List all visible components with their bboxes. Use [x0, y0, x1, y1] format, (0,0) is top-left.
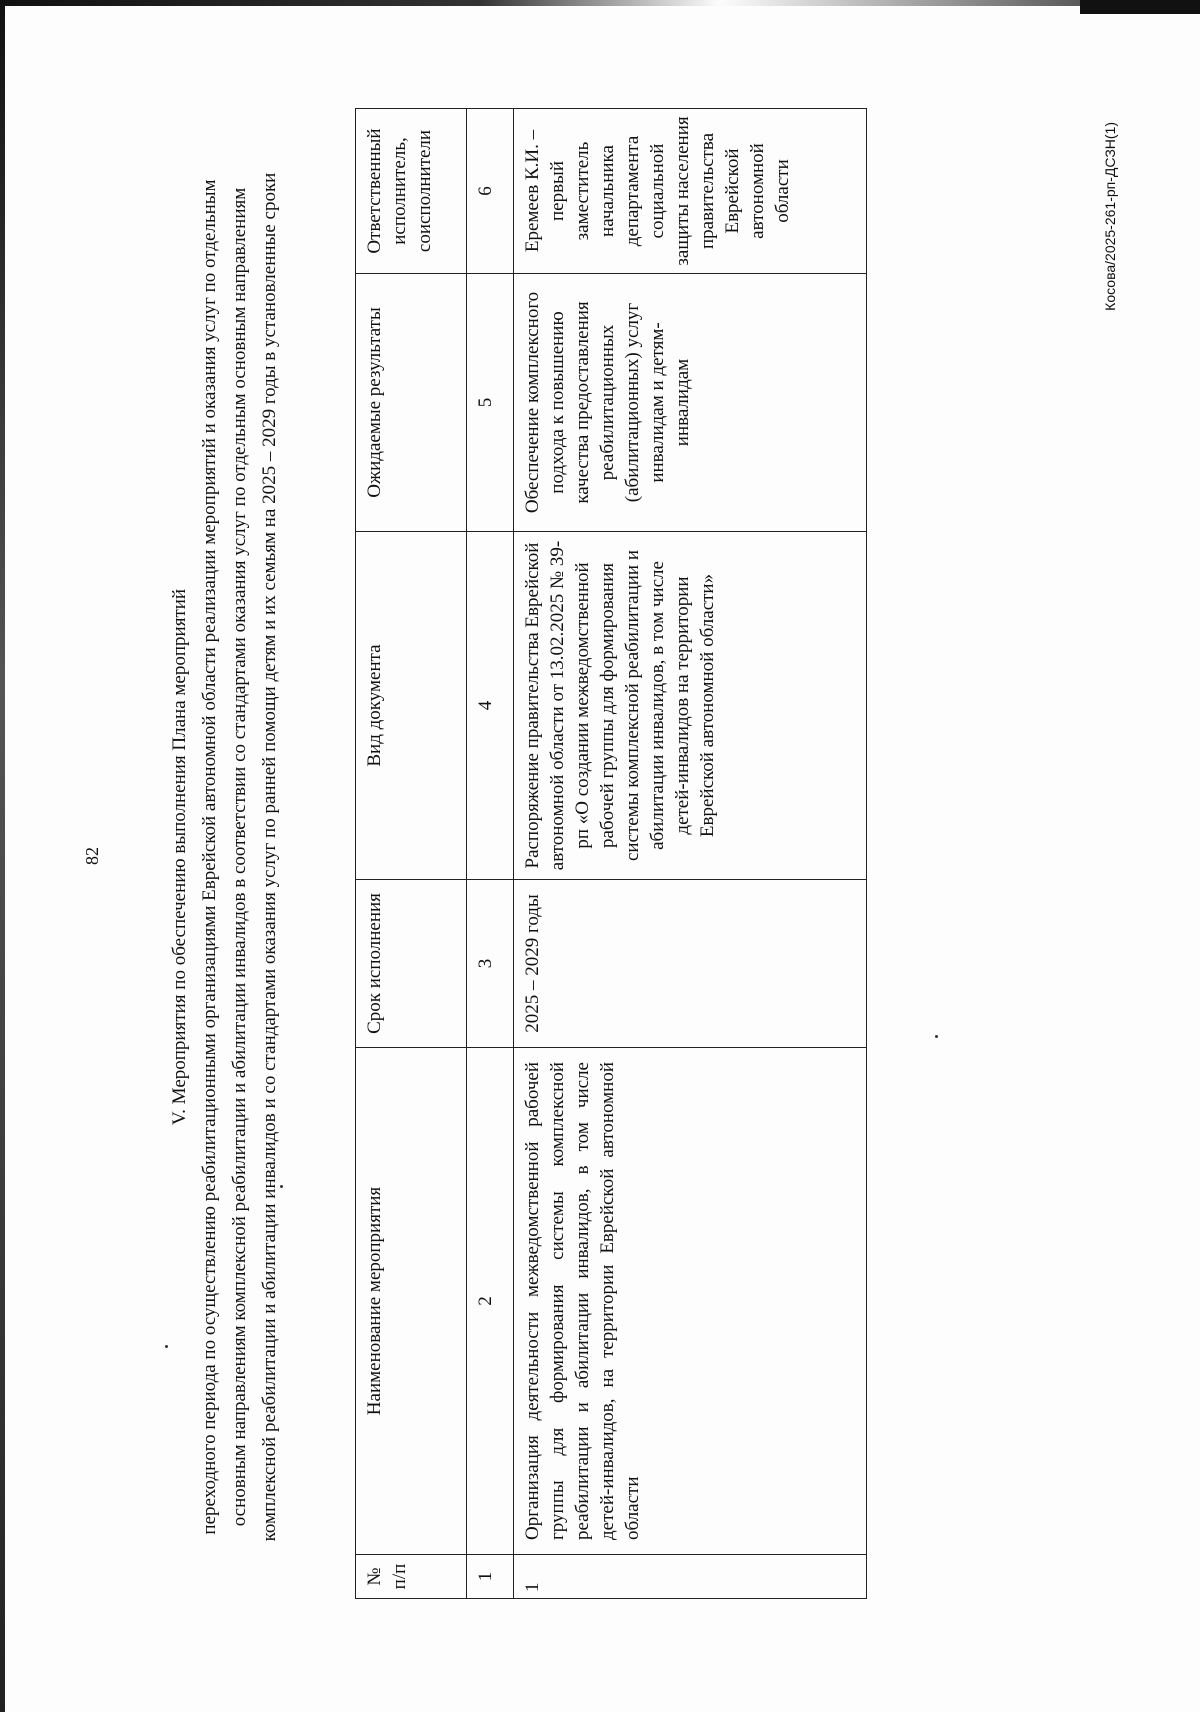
footer-code: Косова/2025-261-рп-ДСЗН(1) — [1102, 122, 1118, 311]
table-header-row — [356, 109, 467, 1599]
table-row — [514, 109, 867, 1599]
cell-document: Распоряжение правительства Еврейской автономной области от 13.02.2025 № 39-рп «О создании межведомственной рабочей группы для формирования системы комплексной реабилитации и абилитации инвалидов, в том числе детей-инвалидов на территории Еврейской автономной области» — [514, 532, 867, 880]
column-number: 2 — [467, 1048, 514, 1555]
cell-deadline: 2025 – 2029 годы — [514, 880, 867, 1048]
column-number: 4 — [467, 532, 514, 880]
header-results: Ожидаемые результаты — [356, 274, 467, 532]
cell-responsible: Еремеев К.И. – первый заместитель начальника департамента социальной защиты населения правительства Еврейской автономной области — [514, 109, 867, 274]
page-number: 82 — [82, 847, 102, 865]
header-responsible: Ответственный исполнитель, соисполнители — [356, 109, 467, 274]
cell-num: 1 — [514, 1555, 867, 1599]
header-num: № п/п — [356, 1555, 467, 1599]
column-number: 1 — [467, 1555, 514, 1599]
column-number-row — [467, 109, 514, 1599]
column-number: 5 — [467, 274, 514, 532]
header-name: Наименование мероприятия — [356, 1048, 467, 1555]
title-line-2: переходного периода по осуществлению реабилитационными организациями Еврейской автономной области реализации мероприятий и оказания услуг по отдельным основным направлениям комплексной реабилитации и абилитации инвалидов в соответствии со стандартами оказания услуг по отдельным основным направлениям комплексной реабилитации и абилитации инвалидов и со стандартами оказания услуг по ранней помощи детям и их семьям на 2025 – 2029 годы в установленные сроки — [199, 172, 280, 1542]
title-line-1: V. Мероприятия по обеспечению выполнения Плана мероприятий — [169, 588, 190, 1126]
measures-table — [355, 108, 867, 1599]
column-number: 3 — [467, 880, 514, 1048]
header-document: Вид документа — [356, 532, 467, 880]
section-title — [165, 162, 285, 1552]
cell-results: Обеспечение комплексного подхода к повышению качества предоставления реабилитационных (абилитационных) услуг инвалидам и детям-инвалидам — [514, 274, 867, 532]
header-deadline: Срок исполнения — [356, 880, 467, 1048]
cell-name: Организация деятельности межведомственной рабочей группы для формирования системы комплексной реабилитации и абилитации инвалидов, в том числе детей-инвалидов, на территории Еврейской автономной области — [514, 1048, 867, 1555]
column-number: 6 — [467, 109, 514, 274]
